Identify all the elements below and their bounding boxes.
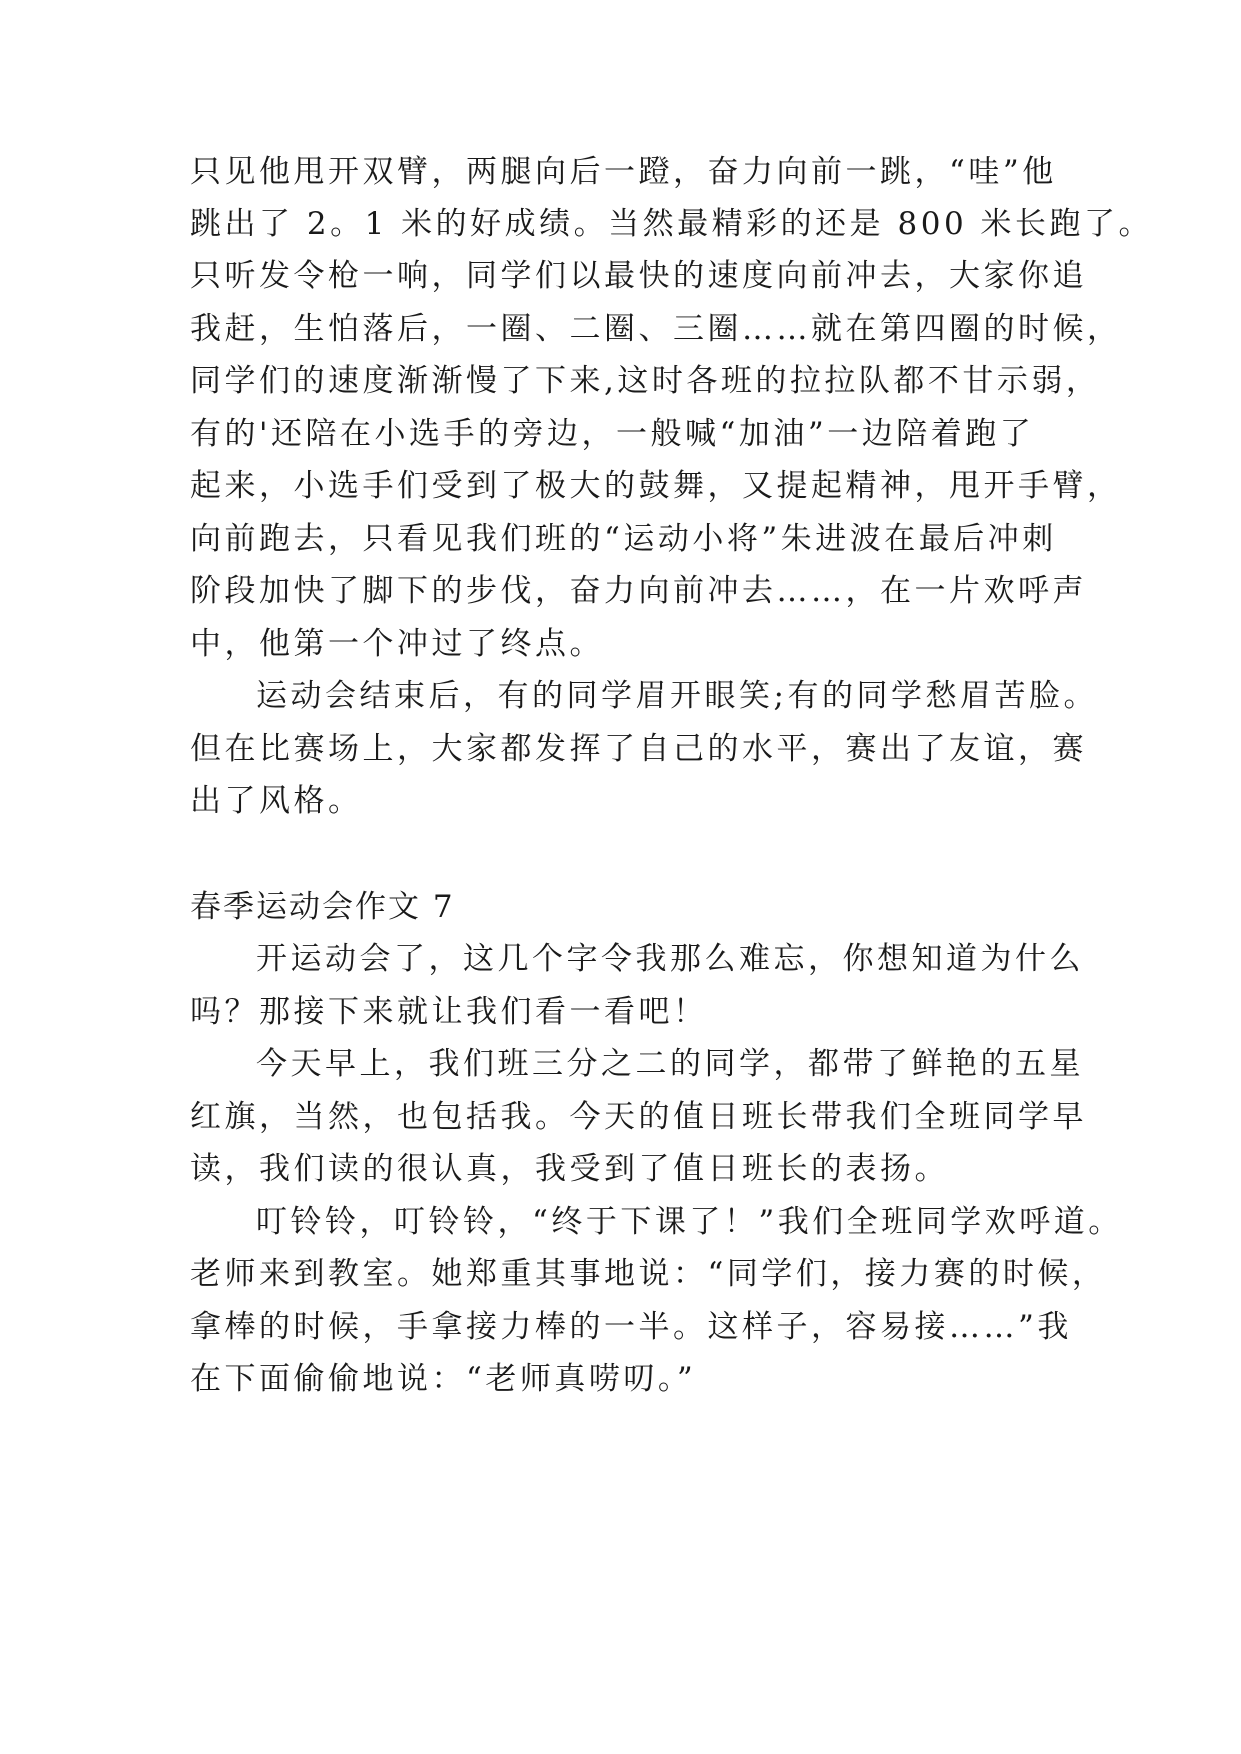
section-title: 春季运动会作文 7 [190,889,455,925]
text-line: 起来，小选手们受到了极大的鼓舞，又提起精神，甩开手臂， [190,468,1122,504]
text-line: 老师来到教室。她郑重其事地说：“同学们，接力赛的时候， [190,1256,1107,1292]
text-line: 只听发令枪一响，同学们以最快的速度向前冲去，大家你追 [190,258,1087,294]
text-line: 拿棒的时候，手拿接力棒的一半。这样子，容易接……”我 [190,1309,1072,1345]
text-line: 只见他甩开双臂，两腿向后一蹬，奋力向前一跳，“哇”他 [190,154,1057,190]
text-line: 中，他第一个冲过了终点。 [190,626,604,662]
text-line: 但在比赛场上，大家都发挥了自己的水平，赛出了友谊，赛 [190,731,1087,767]
text-line: 同学们的速度渐渐慢了下来,这时各班的拉拉队都不甘示弱， [190,363,1101,399]
text-line: 我赶，生怕落后，一圈、二圈、三圈……就在第四圈的时候， [190,311,1122,347]
text-line: 开运动会了，这几个字令我那么难忘，你想知道为什么 [256,941,1084,977]
text-line: 在下面偷偷地说：“老师真唠叨。” [190,1361,697,1397]
text-line: 叮铃铃，叮铃铃，“终于下课了！”我们全班同学欢呼道。 [256,1204,1123,1240]
text-line: 吗？那接下来就让我们看一看吧！ [190,994,708,1030]
text-line: 向前跑去，只看见我们班的“运动小将”朱进波在最后冲刺 [190,521,1057,557]
text-line: 红旗，当然，也包括我。今天的值日班长带我们全班同学早 [190,1099,1087,1135]
text-line: 跳出了 2。1 米的好成绩。当然最精彩的还是 800 米长跑了。 [190,206,1154,242]
text-line: 运动会结束后，有的同学眉开眼笑;有的同学愁眉苦脸。 [256,678,1098,714]
text-line: 读，我们读的很认真，我受到了值日班长的表扬。 [190,1151,949,1187]
text-line: 出了风格。 [190,783,363,819]
text-line: 今天早上，我们班三分之二的同学，都带了鲜艳的五星 [256,1046,1084,1082]
text-line: 有的'还陪在小选手的旁边，一般喊“加油”一边陪着跑了 [190,416,1035,452]
text-line: 阶段加快了脚下的步伐，奋力向前冲去……，在一片欢呼声 [190,573,1087,609]
